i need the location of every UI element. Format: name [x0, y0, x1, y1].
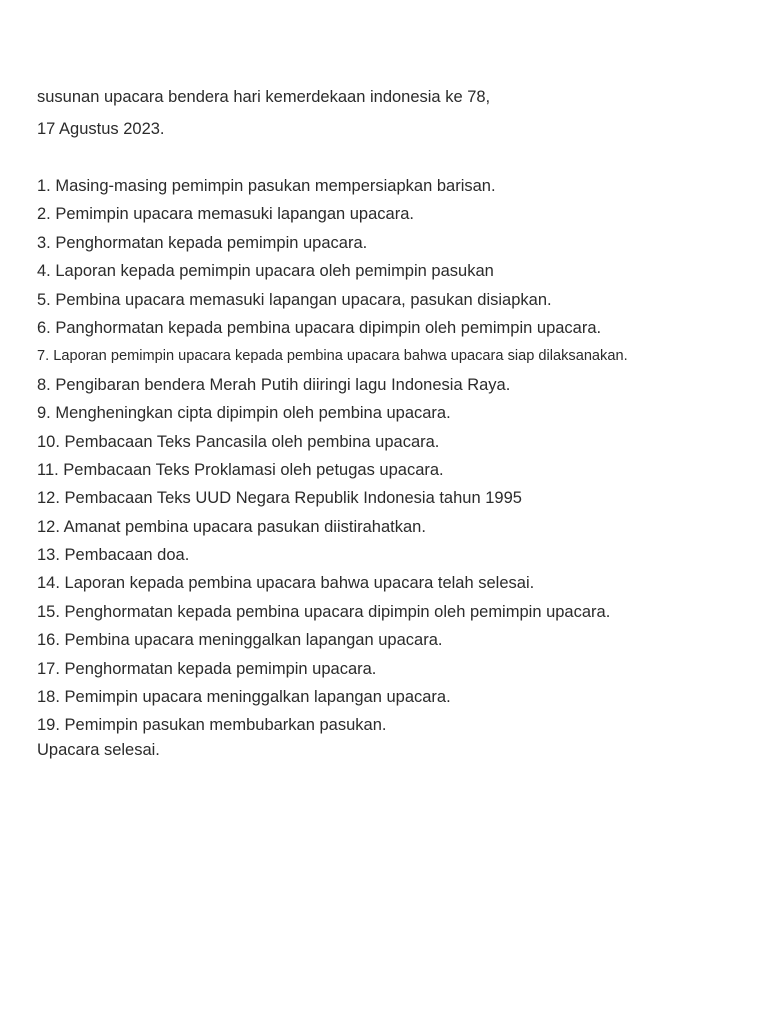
list-item: 8. Pengibaran bendera Merah Putih diiringi lagu Indonesia Raya.: [37, 375, 511, 394]
list-item: 4. Laporan kepada pemimpin upacara oleh pemimpin pasukan: [37, 262, 494, 281]
document-page: [37, 86, 737, 761]
list-item: 11. Pembacaan Teks Proklamasi oleh petugas upacara.: [37, 460, 444, 479]
list-item: 15. Penghormatan kepada pembina upacara dipimpin oleh pemimpin upacara.: [37, 602, 611, 621]
list-item: 2. Pemimpin upacara memasuki lapangan upacara.: [37, 205, 414, 224]
ceremony-steps-list: [37, 175, 737, 743]
list-item: 13. Pembacaan doa.: [37, 546, 190, 565]
list-item: 1. Masing-masing pemimpin pasukan mempersiapkan barisan.: [37, 177, 496, 195]
list-item: 3. Penghormatan kepada pemimpin upacara.: [37, 233, 368, 252]
list-item: 12. Amanat pembina upacara pasukan diistirahatkan.: [37, 517, 426, 536]
list-item: 10. Pembacaan Teks Pancasila oleh pembina upacara.: [37, 432, 440, 451]
list-item: 14. Laporan kepada pembina upacara bahwa upacara telah selesai.: [37, 574, 535, 593]
list-item: 5. Pembina upacara memasuki lapangan upacara, pasukan disiapkan.: [37, 290, 552, 309]
list-item: 7. Laporan pemimpin upacara kepada pembina upacara bahwa upacara siap dilaksanakan.: [37, 348, 628, 365]
list-item: 12. Pembacaan Teks UUD Negara Republik Indonesia tahun 1995: [37, 489, 522, 508]
list-item: 17. Penghormatan kepada pemimpin upacara.: [37, 659, 377, 678]
document-date: 17 Agustus 2023.: [37, 120, 165, 138]
document-heading: susunan upacara bendera hari kemerdekaan indonesia ke 78,: [37, 88, 491, 106]
list-item: 19. Pemimpin pasukan membubarkan pasukan.: [37, 716, 387, 735]
list-item: 16. Pembina upacara meninggalkan lapangan upacara.: [37, 631, 443, 650]
document-closing: Upacara selesai.: [37, 740, 160, 759]
list-item: 6. Panghormatan kepada pembina upacara dipimpin oleh pemimpin upacara.: [37, 318, 602, 337]
list-item: 18. Pemimpin upacara meninggalkan lapangan upacara.: [37, 688, 451, 707]
list-item: 9. Mengheningkan cipta dipimpin oleh pembina upacara.: [37, 404, 451, 423]
